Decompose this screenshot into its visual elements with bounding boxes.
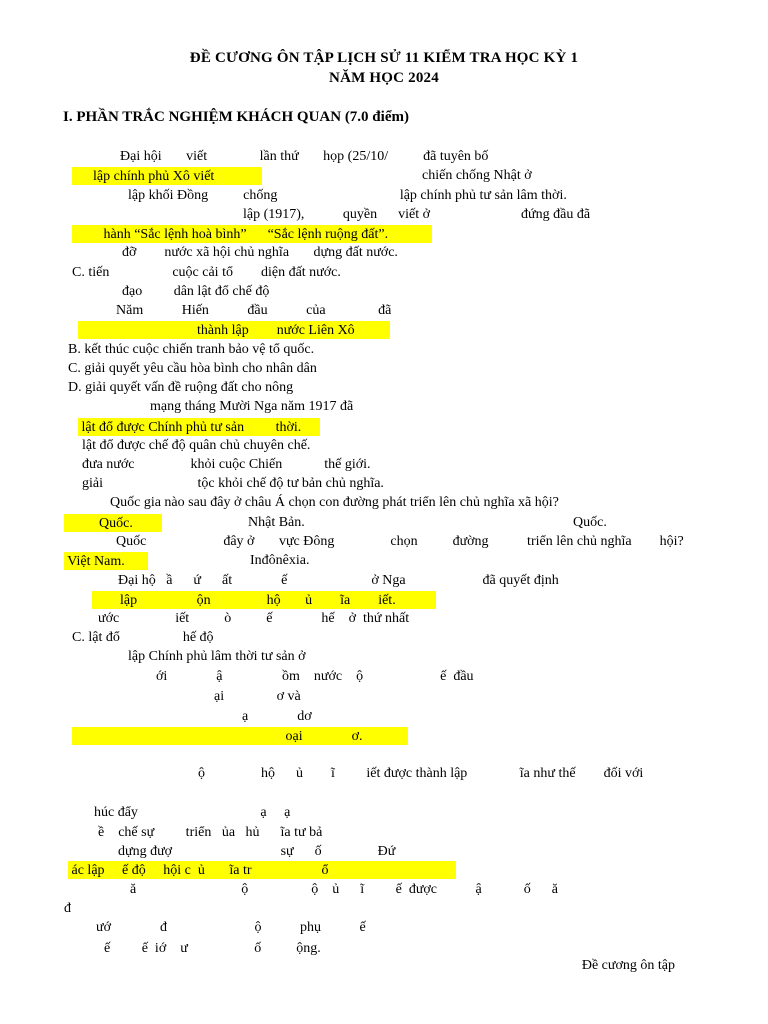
text-line: đưa nước khỏi cuộc Chiến thế giới. [82, 457, 371, 472]
text-line: mạng tháng Mười Nga năm 1917 đã [150, 399, 354, 414]
text-line: ước iết ò ế hế ở thứ nhất [98, 611, 410, 626]
text-line: ế ế iớ ư ố ộng. [104, 941, 321, 956]
answer-text: hành “Sắc lệnh hoà bình” “Sắc lệnh ruộng đất”. [72, 227, 389, 242]
text-line: ướ đ ộ phụ ế [96, 920, 366, 935]
highlighted-answer [72, 167, 262, 185]
text-line: B. kết thúc cuộc chiến tranh bảo vệ tổ quốc. [68, 342, 315, 357]
text-line: lập Chính phủ lâm thời tư sản ở [128, 649, 306, 664]
text-line: C. giải quyết yêu cầu hòa bình cho nhân dân [68, 361, 317, 376]
answer-text: lập chính phủ Xô viết [72, 169, 215, 184]
text-line: đạo dân lật đổ chế độ [122, 284, 270, 299]
text-line: C. lật đổ hế độ [72, 630, 214, 645]
text-line: lập khối Đồng chống lập chính phủ tư sản lâm thời. [128, 188, 567, 203]
text-line: đỡ nước xã hội chủ nghĩa dựng đất nước. [122, 245, 398, 260]
text-line: D. giải quyết vấn đề ruộng đất cho nông [68, 380, 294, 395]
answer-text: lật đổ được Chính phủ tư sản thời. [78, 420, 302, 435]
text-line: húc đẩy ạ ạ [94, 805, 291, 820]
answer-text: oại ơ. [72, 729, 363, 744]
text-line: Năm Hiến đầu của đã [116, 303, 392, 318]
highlighted-answer [72, 727, 408, 745]
text-line: ại ơ và [214, 689, 301, 704]
text-line: Inđônêxia. [250, 553, 310, 568]
highlighted-answer [78, 418, 320, 436]
text-line: giải tộc khỏi chế độ tư bản chủ nghĩa. [82, 476, 384, 491]
text-line: lật đổ được chế độ quân chủ chuyên chế. [82, 438, 311, 453]
answer-text: lập ộn hộ ủ ĩa iết. [92, 593, 396, 608]
highlighted-answer [68, 861, 456, 879]
answer-text: thành lập nước Liên Xô [78, 323, 355, 338]
text-line: Quốc gia nào sau đây ở châu Á chọn con đường phát triển lên chủ nghĩa xã hội? [110, 495, 559, 510]
text-line: Quốc. [573, 515, 607, 530]
text-line: Đại hội viết lần thứ họp (25/10/ đã tuyên bố [120, 149, 489, 164]
text-line: Quốc đây ở vực Đông chọn đường triển lên chủ nghĩa hội? [116, 534, 684, 549]
text-line: ă ộ ộ ủ ĩ ế được ậ ố ă [130, 882, 558, 897]
text-line: Nhật Bản. [248, 515, 305, 530]
text-line: chiến chống Nhật ở [422, 168, 532, 183]
highlighted-answer [64, 552, 148, 570]
text-line: ới ậ ồm nước ộ ế đầu [156, 669, 474, 684]
text-line: ạ dơ [242, 709, 312, 724]
section-heading: I. PHẦN TRẮC NGHIỆM KHÁCH QUAN (7.0 điểm) [63, 109, 409, 125]
document-title-line-2: NĂM HỌC 2024 [329, 70, 439, 86]
footer-text: Đề cương ôn tập [581, 958, 675, 973]
document-title-line-1: ĐỀ CƯƠNG ÔN TẬP LỊCH SỬ 11 KIỂM TRA HỌC KỲ 1 [189, 50, 579, 66]
text-line: lập (1917), quyền viết ở đứng đầu đã [243, 207, 591, 222]
answer-text: Quốc. [64, 516, 133, 531]
text-line: ộ hộ ủ ĩ iết được thành lập ĩa như thế đối với [198, 766, 644, 781]
text-line: đ [64, 901, 71, 916]
answer-text: Việt Nam. [64, 554, 125, 569]
highlighted-answer [72, 225, 432, 243]
text-line: C. tiến cuộc cải tổ diện đất nước. [72, 265, 341, 280]
highlighted-answer [92, 591, 436, 609]
text-line: dựng đượ sự ố Đứ [118, 844, 396, 859]
highlighted-answer [64, 514, 162, 532]
text-line: Đại hộ ầ ứ ất ế ở Nga đã quyết định [118, 573, 559, 588]
text-line: ề chế sự triển ủa hủ ĩa tư bả [98, 825, 323, 840]
highlighted-answer [78, 321, 390, 339]
answer-text: ác lập ế độ hội c ủ ĩa tr ổ [68, 863, 329, 878]
